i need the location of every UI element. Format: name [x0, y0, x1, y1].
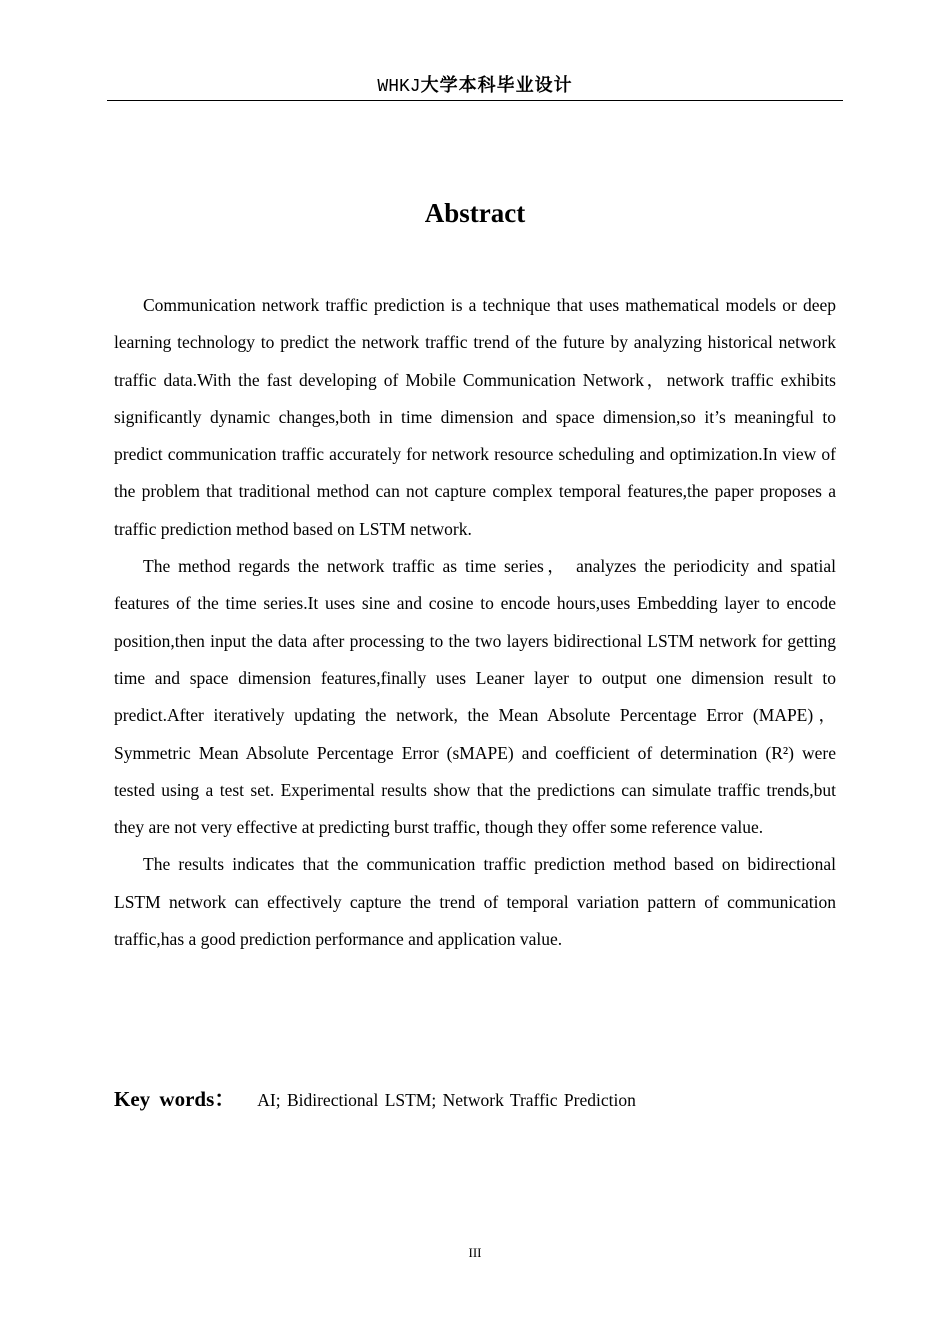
page-header — [107, 72, 843, 100]
header-cjk-text: 大学本科毕业设计 — [420, 75, 573, 96]
keywords-label: Key words： — [114, 1087, 236, 1111]
header-divider — [107, 100, 843, 101]
abstract-title: Abstract — [424, 198, 526, 228]
abstract-body — [114, 287, 836, 958]
page-number: III — [468, 1245, 482, 1260]
keywords-values: AI; Bidirectional LSTM; Network Traffic Prediction — [257, 1090, 636, 1110]
keywords-line — [114, 1082, 836, 1117]
abstract-paragraph-2: The method regards the network traffic as time series， analyzes the periodicity and spatial features of the time series.It uses sine and cosine to encode hours,uses Embedding layer to encode position,then input the data after processing to the two layers bidirectional LSTM network for getting time and space dimension features,finally uses Leaner layer to output one dimension result to predict.After iteratively updating the network, the Mean Absolute Percentage Error (MAPE)，Symmetric Mean Absolute Percentage Error (sMAPE) and coefficient of determination (R²) were tested using a test set. Experimental results show that the predictions can simulate traffic trends,but they are not very effective at predicting burst traffic, though they offer some reference value. — [114, 556, 836, 838]
abstract-paragraph-3: The results indicates that the communication traffic prediction method based on bidirectional LSTM network can effectively capture the trend of temporal variation pattern of communication traffic,has a good prediction performance and application value. — [114, 854, 836, 950]
header-latin-text: WHKJ — [377, 77, 421, 97]
abstract-paragraph-1: Communication network traffic prediction is a technique that uses mathematical models or deep learning technology to predict the network traffic trend of the future by analyzing historical network traffic data.With the fast developing of Mobile Communication Network，network traffic exhibits significantly dynamic changes,both in time dimension and space dimension,so it’s meaningful to predict communication traffic accurately for network resource scheduling and optimization.In view of the problem that traditional method can not capture complex temporal features,the paper proposes a traffic prediction method based on LSTM network. — [114, 295, 836, 539]
